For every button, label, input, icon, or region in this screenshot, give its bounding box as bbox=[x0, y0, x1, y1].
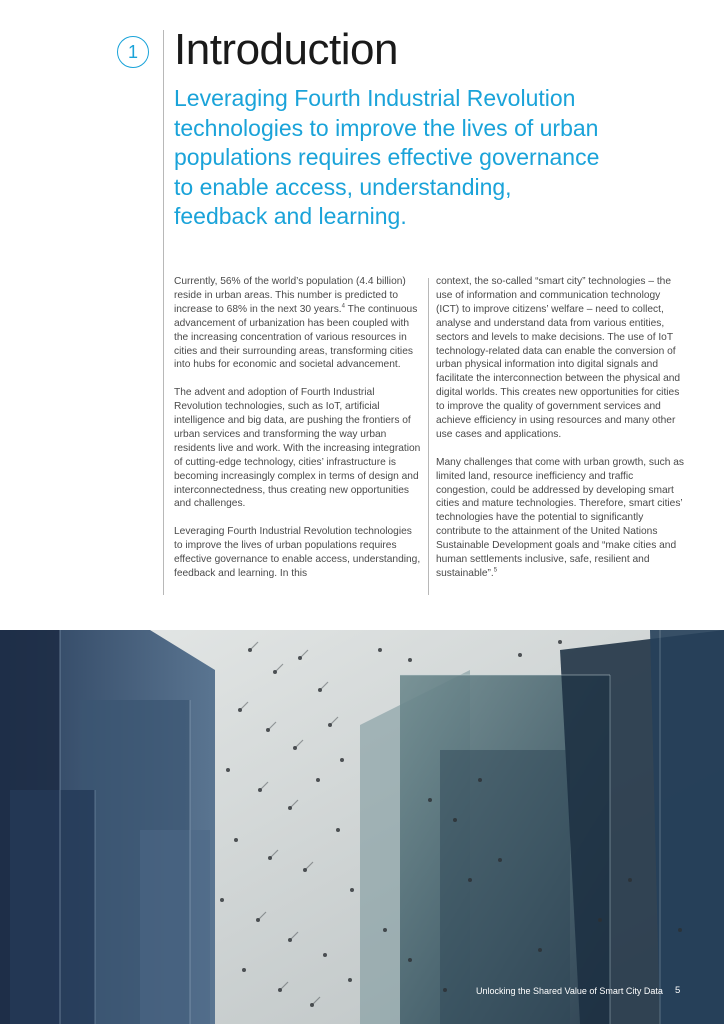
body-paragraph: Leveraging Fourth Industrial Revolution technologies to improve the lives of urban populations requires effective governance to enable access, understanding, feedback and learning. In this bbox=[174, 526, 421, 579]
paragraph-text: Many challenges that come with urban growth, such as limited land, resource inefficiency and traffic congestion, could be addressed by developing smart cities and mature technologies. Therefore, smart cities’ technologies have the potential to significantly contribute to the attainment of the United Nations Sustainable Development goals and “make cities and human settlements inclusive, safe, resilient and sustainable”. bbox=[436, 456, 685, 580]
vertical-divider bbox=[163, 30, 164, 595]
paragraph-text: Currently, 56% of the world’s population (4.4 billion) reside in urban areas. This number is predicted to increase to 68% in the next 30 years. bbox=[174, 276, 406, 315]
paragraph-text: The continuous advancement of urbanization has been coupled with the increasing concentration of various resources in cities and their surrounding areas, transforming cities into hubs for economic and societal advancement. bbox=[174, 303, 418, 371]
photo-illustration bbox=[0, 630, 724, 1024]
body-paragraph: The advent and adoption of Fourth Industrial Revolution technologies, such as IoT, artificial intelligence and big data, are pushing the frontiers of urban services and transforming the way urban residents live and work. With the increasing integration of cutting-edge technology, cities’ infrastructure is becoming increasingly complex in terms of design and interconnectedness, thus creating new opportunities and challenges. bbox=[174, 387, 421, 510]
column-divider bbox=[428, 278, 429, 595]
page-title: Introduction bbox=[174, 25, 398, 74]
body-paragraph bbox=[436, 456, 686, 581]
footnote-ref: 5 bbox=[493, 567, 498, 574]
body-column-right bbox=[436, 275, 686, 595]
page-footer bbox=[0, 984, 724, 998]
page-number: 5 bbox=[675, 985, 681, 996]
aerial-city-photo bbox=[0, 630, 724, 1024]
body-paragraph bbox=[174, 275, 422, 372]
footnote-ref: 4 bbox=[341, 303, 345, 310]
body-paragraph: context, the so-called “smart city” technologies – the use of information and communication technology (ICT) to improve citizens’ welfare – need to collect, analyse and understand data from various entities, sectors and levels to make decisions. The use of IoT technology-related data can enable the conversion of urban physical information into digital signals and facilitate the interconnection between the physical and digital worlds. This creates new opportunities for cities to improve the quality of government services and achieve efficiency in using resources and many other use cases and applications. bbox=[436, 276, 681, 440]
footer-report-title: Unlocking the Shared Value of Smart City Data bbox=[476, 986, 663, 996]
lead-paragraph: Leveraging Fourth Industrial Revolution technologies to improve the lives of urban populations requires effective governance to enable access, understanding, feedback and learning. bbox=[174, 85, 600, 229]
chapter-number-badge: 1 bbox=[117, 36, 149, 68]
body-column-left bbox=[174, 275, 422, 595]
